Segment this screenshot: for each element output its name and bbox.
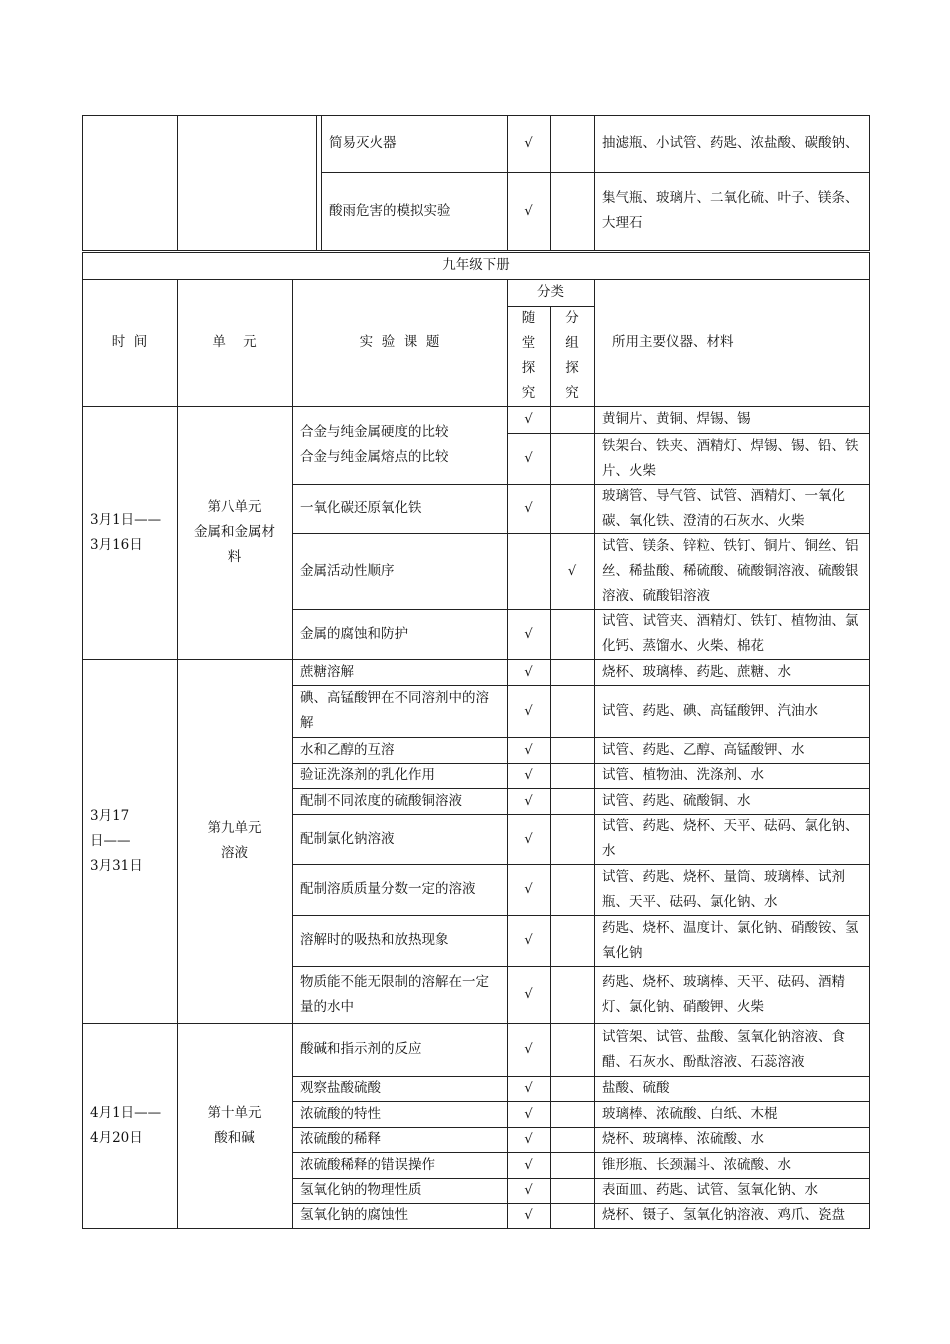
topic-cell: 蔗糖溶解 (300, 663, 354, 680)
time-line: 3月16日 (90, 536, 143, 553)
table-border (292, 1127, 870, 1128)
table-border (292, 966, 870, 967)
suitang-check: √ (524, 1042, 533, 1057)
table-border (550, 306, 551, 1229)
table-border (594, 115, 595, 251)
topic-cell: 金属的腐蚀和防护 (300, 625, 408, 642)
materials-cell: 试管、药匙、烧杯、量筒、玻璃棒、试剂瓶、天平、砝码、氯化钠、水 (602, 868, 845, 910)
header-char: 随 (521, 310, 536, 326)
topic-cell: 氢氧化钠的腐蚀性 (300, 1207, 408, 1223)
materials-cell: 试管、药匙、硫酸铜、水 (602, 792, 751, 809)
fenzu-check (550, 737, 594, 763)
table-border (507, 279, 508, 1229)
suitang-check: √ (524, 1106, 533, 1122)
suitang-check: √ (524, 664, 533, 680)
suitang-check: √ (524, 1183, 533, 1198)
table-border (82, 115, 870, 116)
materials-cell: 玻璃管、导气管、试管、酒精灯、一氧化碳、氧化铁、澄清的石灰水、火柴 (602, 487, 845, 529)
topic-cell: 酸雨危害的模拟实验 (329, 202, 451, 219)
table-border (82, 659, 870, 660)
unit-line: 第八单元 (207, 499, 262, 515)
unit-cell (177, 406, 292, 659)
materials-cell: 试管、试管夹、酒精灯、铁钉、植物油、氯化钙、蒸馏水、火柴、棉花 (602, 613, 859, 654)
time-cell (82, 1023, 177, 1228)
table-border (292, 609, 870, 610)
topic-cell: 金属活动性顺序 (300, 562, 395, 579)
topic-line: 合金与纯金属熔点的比较 (300, 449, 449, 465)
fenzu-check (550, 1152, 594, 1178)
fenzu-check (550, 172, 594, 250)
suitang-check: √ (524, 987, 533, 1002)
fenzu-check (550, 115, 594, 172)
materials-cell: 抽滤瓶、小试管、药匙、浓盐酸、碳酸钠、 (602, 135, 859, 151)
suitang-check: √ (524, 1132, 533, 1147)
topic-cell: 观察盐酸硫酸 (300, 1080, 381, 1096)
header-char: 探 (521, 360, 536, 376)
table-border (82, 279, 83, 1229)
fenzu-check (550, 966, 594, 1023)
materials-cell: 试管、药匙、乙醇、高锰酸钾、水 (602, 741, 805, 758)
table-border (321, 172, 870, 173)
header-suitang (507, 306, 550, 406)
topic-cell: 溶解时的吸热和放热现象 (300, 932, 449, 948)
suitang-check (507, 533, 550, 609)
materials-cell: 铁架台、铁夹、酒精灯、焊锡、锡、铅、铁片、火柴 (602, 437, 859, 479)
unit-line: 溶液 (221, 845, 248, 861)
table-border (292, 484, 870, 485)
table-border (82, 279, 870, 280)
topic-cell: 验证洗涤剂的乳化作用 (300, 767, 435, 783)
fenzu-check (550, 1203, 594, 1228)
time-cell (82, 406, 177, 659)
table-border (177, 115, 178, 251)
fenzu-check (550, 1076, 594, 1101)
materials-cell: 玻璃棒、浓硫酸、白纸、木棍 (602, 1105, 778, 1122)
suitang-check: √ (524, 933, 533, 948)
suitang-check: √ (524, 831, 533, 847)
topic-cell: 氢氧化钠的物理性质 (300, 1182, 422, 1198)
suitang-check: √ (524, 882, 533, 897)
topic-cell: 配制溶质质量分数一定的溶液 (300, 881, 476, 897)
table-border (869, 115, 870, 251)
topic-line: 合金与纯金属硬度的比较 (300, 424, 449, 440)
topic-cell: 浓硫酸的稀释 (300, 1131, 381, 1147)
header-topic: 实 验 课 题 (359, 334, 440, 350)
table-border (292, 814, 870, 815)
header-time: 时 间 (111, 334, 148, 350)
topic-cell: 配制不同浓度的硫酸铜溶液 (300, 792, 462, 809)
table-border (869, 279, 870, 1229)
fenzu-check (550, 915, 594, 966)
time-line: 3月31日 (90, 857, 143, 874)
materials-cell: 药匙、烧杯、玻璃棒、天平、砝码、酒精灯、氯化钠、硝酸钾、火柴 (602, 973, 845, 1015)
table-border (82, 252, 83, 280)
header-char: 组 (565, 335, 579, 351)
unit-line: 金属和金属材 (194, 524, 275, 540)
fenzu-check (550, 788, 594, 814)
fenzu-check (550, 864, 594, 915)
table-border (594, 279, 595, 1229)
fenzu-check (550, 659, 594, 685)
topic-cell: 浓硫酸的特性 (300, 1105, 381, 1122)
table-border (292, 1178, 870, 1179)
header-char: 探 (565, 360, 579, 376)
fenzu-check (550, 763, 594, 788)
table-border (292, 1076, 870, 1077)
suitang-check: √ (524, 768, 533, 783)
materials-cell: 试管、药匙、烧杯、天平、砝码、氯化钠、水 (602, 818, 859, 859)
materials-cell: 表面皿、药匙、试管、氢氧化钠、水 (602, 1182, 818, 1198)
unit-line: 料 (227, 549, 242, 565)
fenzu-check (550, 484, 594, 533)
header-char: 堂 (521, 335, 536, 351)
time-line: 日—— (90, 832, 131, 849)
materials-cell: 试管架、试管、盐酸、氢氧化钠溶液、食醋、石灰水、酚酞溶液、石蕊溶液 (602, 1028, 845, 1070)
materials-cell: 烧杯、玻璃棒、药匙、蔗糖、水 (602, 663, 791, 680)
materials-cell: 烧杯、玻璃棒、浓硫酸、水 (602, 1131, 764, 1147)
header-materials: 所用主要仪器、材料 (612, 334, 734, 350)
suitang-check: √ (524, 412, 533, 427)
materials-cell: 集气瓶、玻璃片、二氧化硫、叶子、镁条、大理石 (602, 190, 859, 231)
unit-cell (177, 1023, 292, 1228)
topic-cell: 酸碱和指示剂的反应 (300, 1041, 422, 1057)
table-border (507, 115, 508, 251)
suitang-check: √ (524, 501, 533, 516)
table-border (869, 252, 870, 280)
topic-cell (292, 406, 507, 484)
time-cell (82, 659, 177, 1023)
table-border (177, 279, 178, 1229)
suitang-check: √ (524, 703, 533, 719)
unit-line: 第十单元 (207, 1104, 262, 1121)
table-border (292, 1101, 870, 1102)
table-border (82, 250, 870, 251)
section-title: 九年级下册 (442, 257, 510, 273)
fenzu-check (550, 1178, 594, 1203)
table-border (82, 1228, 870, 1229)
header-char: 分 (565, 310, 579, 326)
table-border (316, 115, 317, 251)
topic-cell: 物质能不能无限制的溶解在一定量的水中 (300, 973, 489, 1015)
table-border (82, 406, 870, 407)
unit-line: 酸和碱 (214, 1129, 255, 1146)
materials-cell: 烧杯、镊子、氢氧化钠溶液、鸡爪、瓷盘 (602, 1207, 845, 1223)
fenzu-check (550, 1127, 594, 1152)
time-line: 4月1日—— (90, 1104, 162, 1121)
topic-cell: 水和乙醇的互溶 (300, 741, 395, 758)
fenzu-check (550, 685, 594, 737)
table-border (292, 864, 870, 865)
header-fenzu (550, 306, 594, 406)
time-line: 4月20日 (90, 1129, 143, 1146)
materials-cell: 试管、植物油、洗涤剂、水 (602, 767, 764, 783)
topic-cell: 配制氯化钠溶液 (300, 830, 395, 847)
table-border (292, 737, 870, 738)
fenzu-check (550, 814, 594, 864)
table-border (507, 433, 870, 434)
topic-cell: 浓硫酸稀释的错误操作 (300, 1156, 435, 1173)
topic-cell: 简易灭火器 (329, 135, 397, 151)
header-unit: 单 元 (212, 334, 257, 350)
materials-cell: 试管、镁条、锌粒、铁钉、铜片、铜丝、铝丝、稀盐酸、稀硫酸、硫酸铜溶液、硫酸银溶液、硫酸铝溶液 (602, 537, 859, 604)
table-border (292, 788, 870, 789)
unit-cell (177, 659, 292, 1023)
table-border (292, 1203, 870, 1204)
table-border (82, 1023, 870, 1024)
table-border (292, 915, 870, 916)
fenzu-check (550, 406, 594, 433)
header-char: 究 (521, 385, 536, 401)
fenzu-check (550, 433, 594, 484)
suitang-check: √ (524, 1157, 533, 1173)
suitang-check: √ (524, 203, 533, 219)
unit-line: 第九单元 (207, 820, 262, 836)
header-char: 究 (565, 385, 579, 401)
fenzu-check: √ (567, 563, 577, 579)
suitang-check: √ (524, 451, 533, 466)
table-border (292, 763, 870, 764)
suitang-check: √ (524, 793, 533, 809)
fenzu-check (550, 609, 594, 659)
table-border (292, 1152, 870, 1153)
materials-cell: 锥形瓶、长颈漏斗、浓硫酸、水 (602, 1156, 791, 1173)
fenzu-check (550, 1023, 594, 1076)
topic-cell: 碘、高锰酸钾在不同溶剂中的溶解 (300, 690, 489, 731)
materials-cell: 试管、药匙、碘、高锰酸钾、汽油水 (602, 702, 818, 719)
suitang-check: √ (524, 742, 533, 758)
materials-cell: 药匙、烧杯、温度计、氯化钠、硝酸铵、氢氧化钠 (602, 919, 859, 961)
table-border (292, 279, 293, 1229)
suitang-check: √ (524, 1081, 533, 1096)
table-border (292, 533, 870, 534)
table-border (82, 115, 83, 251)
suitang-check: √ (524, 626, 533, 642)
suitang-check: √ (524, 1208, 533, 1223)
table-border (292, 685, 870, 686)
header-category: 分类 (537, 284, 564, 300)
topic-cell: 一氧化碳还原氧化铁 (300, 500, 422, 516)
table-border (550, 115, 551, 251)
time-line: 3月1日—— (90, 511, 162, 528)
table-border (321, 115, 322, 251)
materials-cell: 黄铜片、黄铜、焊锡、锡 (602, 411, 751, 427)
materials-cell: 盐酸、硫酸 (602, 1080, 670, 1096)
time-line: 3月17 (90, 807, 130, 824)
suitang-check: √ (524, 136, 533, 151)
table-border (82, 252, 870, 253)
fenzu-check (550, 1101, 594, 1127)
